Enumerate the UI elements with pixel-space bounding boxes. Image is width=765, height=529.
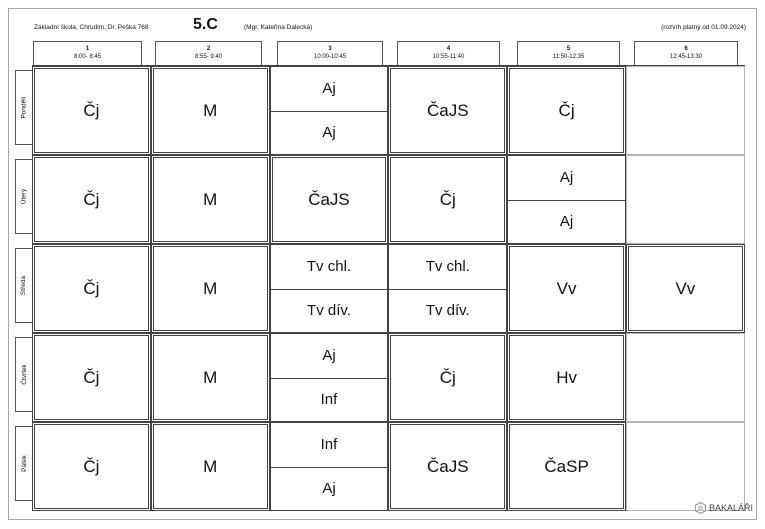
class-teacher: (Mgr. Kateřina Dalecká) [244,24,313,31]
subject-label: ČaSP [544,456,589,476]
period-time: 11:50-12:35 [552,54,585,60]
day-tab-friday [15,426,32,501]
lesson-cell-monday [388,66,507,155]
period-time: 12:45-13:30 [669,54,703,60]
subject-label: M [203,367,218,387]
subject-label: Čj [439,189,456,209]
period-header [517,41,620,65]
empty-lesson-cell [626,66,745,155]
lesson-cell-wednesday [507,244,626,333]
day-label: Pátek [20,455,28,472]
subject-label-group-2: Tv dív. [425,301,470,319]
period-number: 5 [566,46,571,52]
empty-lesson-cell [626,422,745,511]
period-number: 1 [85,46,90,52]
class-name: 5.C [193,16,218,33]
period-number: 6 [684,46,688,52]
day-label: Pondělí [20,96,28,119]
subject-label: ČaJS [427,100,469,120]
lesson-cell-wednesday [626,244,745,333]
school-name: Základní škola, Chrudim, Dr. Peška 768 [34,24,149,31]
subject-label: Čj [439,367,456,387]
subject-label-group-1: Tv chl. [306,258,352,276]
period-number: 2 [206,46,211,52]
lesson-cell-thursday [32,333,151,422]
subject-label: Čj [558,100,575,120]
subject-label-group-1: Aj [322,347,336,365]
period-number: 3 [328,46,332,52]
subject-label: Čj [83,367,100,387]
subject-label-group-1: Tv chl. [425,258,470,276]
day-label: Úterý [20,188,28,205]
subject-label: Hv [556,367,577,387]
lesson-cell-monday [32,66,151,155]
subject-label-group-2: Aj [559,212,574,230]
split-lesson-cell-wednesday [270,244,389,333]
subject-label: Vv [675,278,696,298]
day-tab-monday [15,70,32,145]
footer-logo [695,502,753,514]
period-time: 10:55-11:40 [432,54,465,60]
subject-label: ČaJS [427,456,469,476]
split-lesson-cell-thursday [270,333,389,422]
period-time: 8:55- 9:40 [194,54,223,60]
subject-label: Vv [556,278,577,298]
subject-label: ČaJS [308,189,350,209]
subject-label: Čj [83,456,100,476]
subject-label-group-1: Aj [322,80,336,98]
lesson-cell-thursday [151,333,270,422]
day-label: Čtvrtek [20,364,28,385]
subject-label-group-2: Tv dív. [307,301,351,319]
day-label: Středa [20,275,28,296]
subject-label-group-2: Inf [320,390,338,408]
period-header [397,41,500,65]
lesson-cell-tuesday [32,155,151,244]
lesson-cell-friday [507,422,626,511]
lesson-cell-wednesday [151,244,270,333]
period-header [155,41,262,65]
subject-label: M [203,456,218,476]
period-number: 4 [446,46,451,52]
bakalari-logo-icon [695,502,706,514]
lesson-cell-tuesday [388,155,507,244]
lesson-cell-friday [151,422,270,511]
subject-label: M [203,100,218,120]
subject-label: M [203,278,218,298]
day-tab-wednesday [15,248,32,323]
split-lesson-cell-monday [270,66,389,155]
lesson-cell-tuesday [151,155,270,244]
period-time: 10:00-10:45 [313,54,347,60]
lesson-cell-tuesday [270,155,389,244]
day-tab-tuesday [15,159,32,234]
lesson-cell-monday [507,66,626,155]
lesson-cell-friday [388,422,507,511]
subject-label-group-1: Aj [559,169,574,187]
lesson-cell-wednesday [32,244,151,333]
brand-name: BAKALÁŘI [708,503,753,513]
day-tab-thursday [15,337,32,412]
subject-label-group-2: Aj [322,123,336,141]
subject-label: M [203,189,218,209]
lesson-cell-thursday [507,333,626,422]
lesson-cell-thursday [388,333,507,422]
split-lesson-cell-tuesday [507,155,626,244]
lesson-cell-monday [151,66,270,155]
empty-lesson-cell [626,333,745,422]
period-time: 8:00- 8:45 [73,54,102,60]
split-lesson-cell-wednesday [388,244,507,333]
period-header [277,41,383,65]
subject-label-group-1: Inf [320,436,338,454]
period-header [33,41,142,65]
subject-label: Čj [83,189,100,209]
subject-label: Čj [83,100,100,120]
period-header [634,41,738,65]
empty-lesson-cell [626,155,745,244]
subject-label: Čj [83,278,100,298]
lesson-cell-friday [32,422,151,511]
split-lesson-cell-friday [270,422,389,511]
valid-from: (rozvrh platný od 01.09.2024) [661,24,746,31]
timetable-grid [32,65,745,511]
subject-label-group-2: Aj [322,479,336,497]
